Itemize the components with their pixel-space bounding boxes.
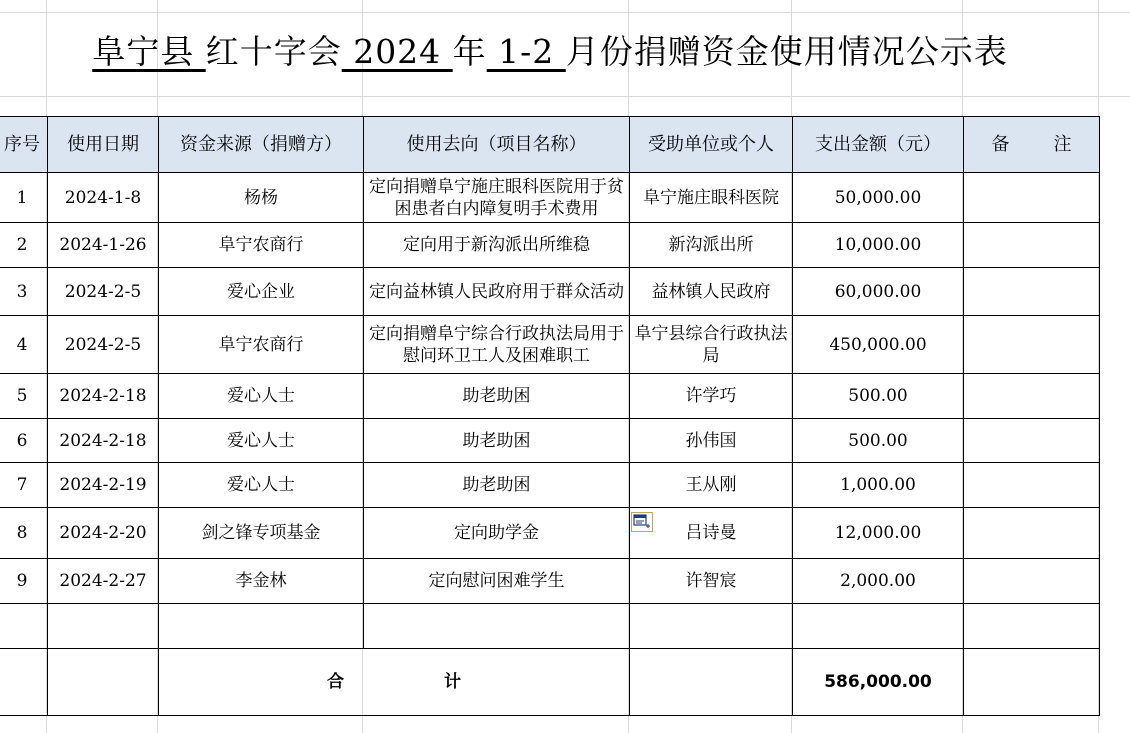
empty-cell[interactable]: [964, 604, 1100, 649]
header-source[interactable]: 资金来源（捐赠方）: [159, 117, 364, 173]
cell-recipient[interactable]: 许智宸: [630, 559, 793, 604]
table-row: [0, 419, 1100, 463]
table-row: [0, 316, 1100, 374]
cell-date[interactable]: 2024-2-18: [48, 419, 159, 463]
cell-date[interactable]: 2024-2-5: [48, 316, 159, 374]
cell-source[interactable]: 爱心企业: [159, 268, 364, 316]
cell-note[interactable]: [964, 419, 1100, 463]
cell-amount[interactable]: 12,000.00: [793, 508, 964, 559]
table-row: [0, 374, 1100, 419]
empty-cell[interactable]: [793, 604, 964, 649]
empty-cell[interactable]: [48, 604, 159, 649]
cell-note[interactable]: [964, 223, 1100, 268]
cell-source[interactable]: 杨杨: [159, 173, 364, 223]
cell-source[interactable]: 李金林: [159, 559, 364, 604]
total-row: [0, 649, 1100, 716]
cell-date[interactable]: 2024-1-8: [48, 173, 159, 223]
cell-date[interactable]: 2024-2-27: [48, 559, 159, 604]
header-note-1: 备: [991, 133, 1010, 155]
cell-note[interactable]: [964, 508, 1100, 559]
empty-cell[interactable]: [364, 604, 630, 649]
cell-purpose[interactable]: 助老助困: [364, 463, 630, 508]
cell-note[interactable]: [964, 463, 1100, 508]
cell-amount[interactable]: 500.00: [793, 374, 964, 419]
page-title: [0, 26, 1100, 73]
cell-recipient[interactable]: 吕诗曼: [630, 508, 793, 559]
header-purpose[interactable]: 使用去向（项目名称）: [364, 117, 630, 173]
cell-no[interactable]: 4: [0, 316, 48, 374]
cell-recipient[interactable]: 新沟派出所: [630, 223, 793, 268]
header-note-2: 注: [1053, 133, 1072, 155]
cell-recipient[interactable]: 益林镇人民政府: [630, 268, 793, 316]
cell-amount[interactable]: 1,000.00: [793, 463, 964, 508]
cell-note[interactable]: [964, 374, 1100, 419]
cell-source[interactable]: 阜宁农商行: [159, 316, 364, 374]
total-empty-cell[interactable]: [48, 649, 159, 716]
total-label[interactable]: [159, 649, 630, 716]
total-label-1: 合: [327, 672, 344, 692]
empty-cell[interactable]: [0, 604, 48, 649]
cell-no[interactable]: 7: [0, 463, 48, 508]
cell-no[interactable]: 2: [0, 223, 48, 268]
donation-table: [0, 116, 1100, 716]
cell-recipient[interactable]: 许学巧: [630, 374, 793, 419]
title-year-suffix: 年: [452, 32, 487, 71]
header-amount[interactable]: 支出金额（元）: [793, 117, 964, 173]
cell-purpose[interactable]: 定向捐赠阜宁综合行政执法局用于慰问环卫工人及困难职工: [364, 316, 630, 374]
cell-purpose[interactable]: 助老助困: [364, 374, 630, 419]
cell-amount[interactable]: 450,000.00: [793, 316, 964, 374]
cell-no[interactable]: 9: [0, 559, 48, 604]
empty-cell[interactable]: [630, 604, 793, 649]
cell-purpose[interactable]: 定向用于新沟派出所维稳: [364, 223, 630, 268]
cell-recipient[interactable]: 阜宁县综合行政执法局: [630, 316, 793, 374]
cell-date[interactable]: 2024-1-26: [48, 223, 159, 268]
cell-recipient[interactable]: 阜宁施庄眼科医院: [630, 173, 793, 223]
header-recipient[interactable]: 受助单位或个人: [630, 117, 793, 173]
cell-source[interactable]: 剑之锋专项基金: [159, 508, 364, 559]
title-rest: 月份捐赠资金使用情况公示表: [565, 32, 1008, 71]
cell-purpose[interactable]: 定向捐赠阜宁施庄眼科医院用于贫困患者白内障复明手术费用: [364, 173, 630, 223]
cell-source[interactable]: 爱心人士: [159, 374, 364, 419]
cell-date[interactable]: 2024-2-19: [48, 463, 159, 508]
cell-date[interactable]: 2024-2-5: [48, 268, 159, 316]
cell-note[interactable]: [964, 559, 1100, 604]
title-county: 阜宁县: [92, 32, 206, 71]
table-row: [0, 508, 1100, 559]
cell-amount[interactable]: 2,000.00: [793, 559, 964, 604]
header-note[interactable]: [964, 117, 1100, 173]
paste-options-icon[interactable]: [631, 512, 653, 532]
header-row: [0, 117, 1100, 173]
cell-date[interactable]: 2024-2-18: [48, 374, 159, 419]
cell-purpose[interactable]: 定向助学金: [364, 508, 630, 559]
title-year: 2024: [341, 32, 453, 71]
cell-no[interactable]: 8: [0, 508, 48, 559]
cell-no[interactable]: 3: [0, 268, 48, 316]
cell-no[interactable]: 6: [0, 419, 48, 463]
cell-source[interactable]: 阜宁农商行: [159, 223, 364, 268]
cell-amount[interactable]: 60,000.00: [793, 268, 964, 316]
table-row: [0, 463, 1100, 508]
total-amount[interactable]: 586,000.00: [793, 649, 964, 716]
cell-amount[interactable]: 10,000.00: [793, 223, 964, 268]
table-row: [0, 559, 1100, 604]
cell-recipient[interactable]: 王从刚: [630, 463, 793, 508]
cell-no[interactable]: 5: [0, 374, 48, 419]
table-row: [0, 173, 1100, 223]
total-label-2: 计: [444, 672, 461, 692]
cell-date[interactable]: 2024-2-20: [48, 508, 159, 559]
cell-no[interactable]: 1: [0, 173, 48, 223]
table-row: [0, 223, 1100, 268]
cell-source[interactable]: 爱心人士: [159, 463, 364, 508]
cell-source[interactable]: 爱心人士: [159, 419, 364, 463]
cell-recipient[interactable]: 孙伟国: [630, 419, 793, 463]
empty-row: [0, 604, 1100, 649]
table-row: [0, 268, 1100, 316]
cell-purpose[interactable]: 定向益林镇人民政府用于群众活动: [364, 268, 630, 316]
total-empty-cell[interactable]: [630, 649, 793, 716]
cell-note[interactable]: [964, 268, 1100, 316]
cell-amount[interactable]: 500.00: [793, 419, 964, 463]
total-empty-cell[interactable]: [0, 649, 48, 716]
cell-purpose[interactable]: 助老助困: [364, 419, 630, 463]
header-date[interactable]: 使用日期: [48, 117, 159, 173]
title-months: 1-2: [486, 32, 566, 71]
cell-note[interactable]: [964, 316, 1100, 374]
cell-purpose[interactable]: 定向慰问困难学生: [364, 559, 630, 604]
total-note[interactable]: [964, 649, 1100, 716]
empty-cell[interactable]: [159, 604, 364, 649]
cell-note[interactable]: [964, 173, 1100, 223]
cell-amount[interactable]: 50,000.00: [793, 173, 964, 223]
title-org: 红十字会: [205, 32, 342, 71]
header-no[interactable]: 序号: [0, 117, 48, 173]
